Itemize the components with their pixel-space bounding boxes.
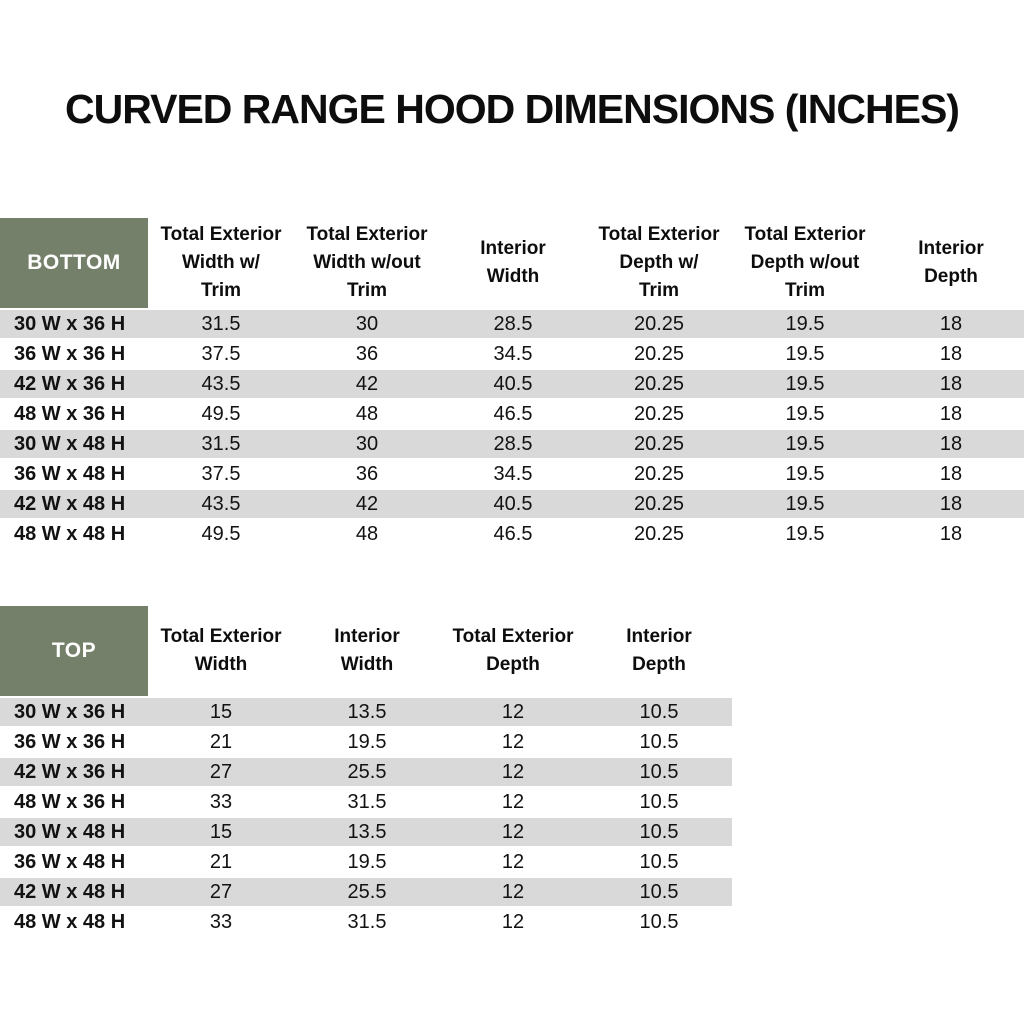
- top-table-corner-label: TOP: [0, 606, 148, 696]
- dimension-value: 37.5: [201, 462, 241, 485]
- dimension-value: 20.25: [633, 402, 685, 425]
- top-table-body: [0, 698, 732, 938]
- dimension-value: 10.5: [639, 700, 679, 723]
- dimension-value: 12: [501, 910, 525, 933]
- row-size-label: 36 W x 36 H: [14, 730, 126, 753]
- dimension-value: 46.5: [493, 522, 533, 545]
- bottom-dimensions-table: [0, 218, 1024, 550]
- dimension-value: 31.5: [201, 432, 241, 455]
- dimension-value: 25.5: [347, 760, 387, 783]
- dimension-value: 13.5: [347, 820, 387, 843]
- dimension-value: 12: [501, 700, 525, 723]
- dimension-value: 20.25: [633, 432, 685, 455]
- column-header: [294, 218, 440, 308]
- table-row: [0, 460, 1024, 490]
- dimension-value: 19.5: [785, 522, 825, 545]
- dimension-value: 10.5: [639, 910, 679, 933]
- dimension-value: 33: [209, 790, 233, 813]
- dimension-value: 19.5: [785, 312, 825, 335]
- column-header-line: Trim: [784, 280, 826, 301]
- column-header-line: Depth: [924, 266, 978, 287]
- dimension-value: 19.5: [785, 432, 825, 455]
- dimension-value: 33: [209, 910, 233, 933]
- column-header-line: Interior: [480, 238, 546, 259]
- dimension-value: 12: [501, 850, 525, 873]
- dimension-value: 10.5: [639, 760, 679, 783]
- dimension-value: 36: [355, 342, 379, 365]
- dimension-value: 12: [501, 730, 525, 753]
- dimension-value: 20.25: [633, 342, 685, 365]
- dimension-value: 13.5: [347, 700, 387, 723]
- dimension-value: 48: [355, 522, 379, 545]
- table-row: [0, 818, 732, 848]
- column-header-line: Interior: [334, 626, 400, 647]
- dimension-value: 18: [939, 402, 963, 425]
- dimension-value: 18: [939, 312, 963, 335]
- row-size-label: 48 W x 36 H: [14, 790, 126, 813]
- dimension-value: 40.5: [493, 372, 533, 395]
- column-header: [878, 218, 1024, 308]
- dimension-value: 34.5: [493, 462, 533, 485]
- column-header-line: Depth w/: [619, 252, 699, 273]
- row-size-label: 30 W x 48 H: [14, 820, 126, 843]
- table-row: [0, 370, 1024, 400]
- dimension-value: 18: [939, 372, 963, 395]
- dimension-value: 42: [355, 492, 379, 515]
- dimension-value: 31.5: [347, 790, 387, 813]
- column-header-line: Trim: [638, 280, 680, 301]
- dimension-value: 30: [355, 432, 379, 455]
- dimension-value: 43.5: [201, 372, 241, 395]
- column-header: [148, 218, 294, 308]
- dimension-value: 42: [355, 372, 379, 395]
- dimension-value: 19.5: [347, 850, 387, 873]
- dimension-value: 21: [209, 850, 233, 873]
- dimension-value: 27: [209, 760, 233, 783]
- dimension-value: 18: [939, 342, 963, 365]
- column-header-line: Width: [340, 654, 394, 675]
- column-header-line: Depth: [486, 654, 540, 675]
- bottom-table-corner-label: BOTTOM: [0, 218, 148, 308]
- dimension-value: 28.5: [493, 312, 533, 335]
- dimension-value: 34.5: [493, 342, 533, 365]
- column-header-line: Total Exterior: [160, 224, 282, 245]
- top-table-header-row: [0, 606, 732, 696]
- dimension-value: 18: [939, 522, 963, 545]
- row-size-label: 30 W x 48 H: [14, 432, 126, 455]
- dimension-value: 10.5: [639, 880, 679, 903]
- dimension-value: 48: [355, 402, 379, 425]
- dimension-value: 10.5: [639, 820, 679, 843]
- table-row: [0, 400, 1024, 430]
- column-header-line: Width w/out: [313, 252, 421, 273]
- table-row: [0, 698, 732, 728]
- bottom-table-header-row: [0, 218, 1024, 308]
- dimension-value: 18: [939, 492, 963, 515]
- column-header: [732, 218, 878, 308]
- row-size-label: 42 W x 48 H: [14, 492, 126, 515]
- bottom-table-body: [0, 310, 1024, 550]
- column-header: [440, 218, 586, 308]
- dimension-value: 20.25: [633, 492, 685, 515]
- column-header: [586, 606, 732, 696]
- dimension-value: 49.5: [201, 522, 241, 545]
- dimension-value: 19.5: [785, 492, 825, 515]
- table-row: [0, 848, 732, 878]
- dimension-value: 19.5: [785, 462, 825, 485]
- dimension-value: 46.5: [493, 402, 533, 425]
- row-size-label: 42 W x 48 H: [14, 880, 126, 903]
- dimension-value: 30: [355, 312, 379, 335]
- column-header-line: Total Exterior: [598, 224, 720, 245]
- dimension-value: 18: [939, 462, 963, 485]
- column-header-line: Width: [194, 654, 248, 675]
- dimension-value: 10.5: [639, 850, 679, 873]
- dimension-value: 12: [501, 790, 525, 813]
- row-size-label: 48 W x 36 H: [14, 402, 126, 425]
- table-row: [0, 430, 1024, 460]
- dimension-value: 43.5: [201, 492, 241, 515]
- dimension-value: 10.5: [639, 730, 679, 753]
- table-row: [0, 490, 1024, 520]
- column-header-line: Interior: [626, 626, 692, 647]
- dimension-value: 10.5: [639, 790, 679, 813]
- column-header-line: Total Exterior: [306, 224, 428, 245]
- table-row: [0, 310, 1024, 340]
- dimension-value: 21: [209, 730, 233, 753]
- page-title: CURVED RANGE HOOD DIMENSIONS (INCHES): [65, 86, 959, 132]
- column-header-line: Width w/: [182, 252, 260, 273]
- column-header: [148, 606, 294, 696]
- dimension-value: 18: [939, 432, 963, 455]
- dimension-value: 28.5: [493, 432, 533, 455]
- row-size-label: 36 W x 48 H: [14, 462, 126, 485]
- column-header: [294, 606, 440, 696]
- column-header-line: Interior: [918, 238, 984, 259]
- row-size-label: 36 W x 36 H: [14, 342, 126, 365]
- dimension-value: 20.25: [633, 462, 685, 485]
- column-header-line: Total Exterior: [452, 626, 574, 647]
- column-header-line: Depth: [632, 654, 686, 675]
- dimension-value: 19.5: [785, 402, 825, 425]
- dimension-value: 19.5: [785, 372, 825, 395]
- table-row: [0, 758, 732, 788]
- table-row: [0, 878, 732, 908]
- dimension-value: 12: [501, 760, 525, 783]
- row-size-label: 48 W x 48 H: [14, 910, 126, 933]
- column-header-line: Total Exterior: [160, 626, 282, 647]
- dimension-value: 31.5: [347, 910, 387, 933]
- column-header: [440, 606, 586, 696]
- table-row: [0, 340, 1024, 370]
- row-size-label: 42 W x 36 H: [14, 760, 126, 783]
- dimension-value: 31.5: [201, 312, 241, 335]
- dimension-value: 15: [209, 820, 233, 843]
- dimension-value: 12: [501, 880, 525, 903]
- dimension-value: 12: [501, 820, 525, 843]
- column-header-line: Trim: [346, 280, 388, 301]
- dimension-value: 36: [355, 462, 379, 485]
- dimension-value: 20.25: [633, 522, 685, 545]
- dimension-value: 19.5: [347, 730, 387, 753]
- table-row: [0, 728, 732, 758]
- row-size-label: 42 W x 36 H: [14, 372, 126, 395]
- dimension-value: 49.5: [201, 402, 241, 425]
- dimension-value: 20.25: [633, 372, 685, 395]
- top-dimensions-table: [0, 606, 732, 938]
- column-header-line: Trim: [200, 280, 242, 301]
- dimension-value: 20.25: [633, 312, 685, 335]
- column-header-line: Depth w/out: [750, 252, 860, 273]
- column-header-line: Width: [486, 266, 540, 287]
- dimension-value: 19.5: [785, 342, 825, 365]
- table-row: [0, 788, 732, 818]
- dimension-value: 37.5: [201, 342, 241, 365]
- row-size-label: 36 W x 48 H: [14, 850, 126, 873]
- dimension-value: 25.5: [347, 880, 387, 903]
- column-header-line: Total Exterior: [744, 224, 866, 245]
- table-row: [0, 520, 1024, 550]
- column-header: [586, 218, 732, 308]
- table-row: [0, 908, 732, 938]
- dimension-value: 27: [209, 880, 233, 903]
- dimension-value: 15: [209, 700, 233, 723]
- row-size-label: 30 W x 36 H: [14, 700, 126, 723]
- row-size-label: 48 W x 48 H: [14, 522, 126, 545]
- dimension-value: 40.5: [493, 492, 533, 515]
- row-size-label: 30 W x 36 H: [14, 312, 126, 335]
